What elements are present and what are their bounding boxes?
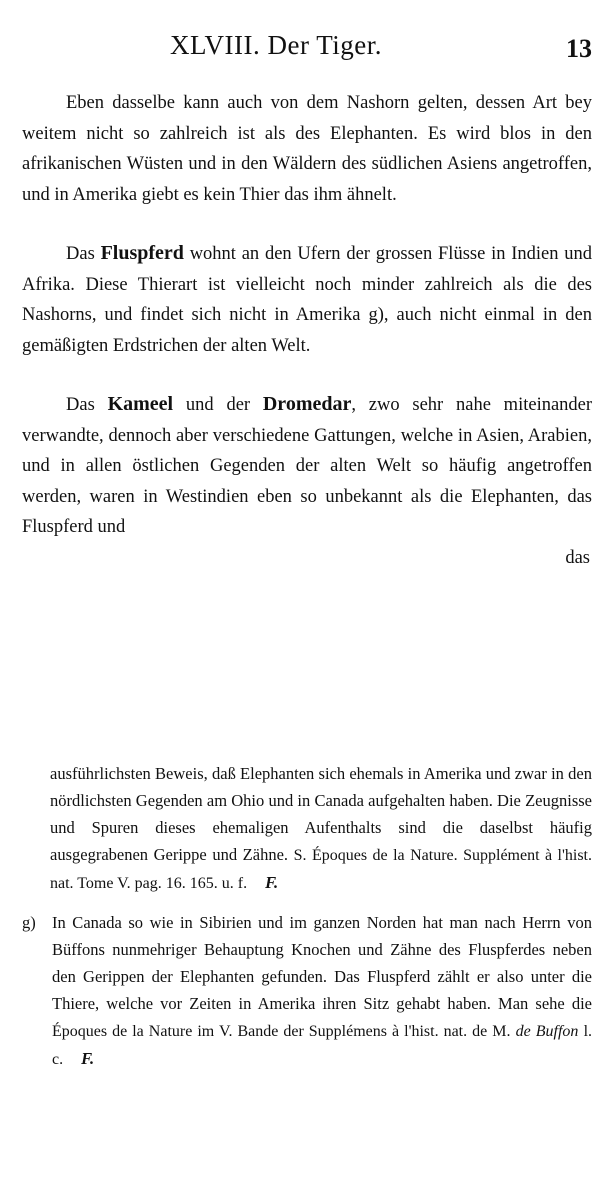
footnote-signature: F. <box>265 873 279 892</box>
footnote-body <box>52 909 592 1073</box>
footnote-text: In Canada so wie in Sibirien und im ganzen Norden hat man nach Herrn von Büffons nunmehriger Behauptung Knochen und Zähne des Fluspferdes neben den Gerippen der Elephanten gefunden. Das Fluspferd zählt er also unter die Thiere, welche vor Zeiten in Amerika ihren Sitz gehabt haben. Man sehe die <box>52 913 592 1013</box>
paragraph-nashorn <box>22 88 592 210</box>
footnote-continuation <box>50 760 592 897</box>
footnote-g <box>22 909 592 1073</box>
footnote-author: de Buffon <box>515 1023 579 1040</box>
paragraph-fluspferd <box>22 238 592 361</box>
page-header <box>0 30 612 70</box>
running-head: XLVIII. Der Tiger. <box>170 30 383 60</box>
page-number: 13 <box>566 34 592 63</box>
paragraph-text: , zwo sehr nahe miteinander verwandte, dennoch aber verschiedene Gattungen, welche in Asien, Arabien, und in allen östlichen Gegenden der alten Welt so häufig angetroffen werden, waren in Westindien eben so unbekannt als die Elephanten, das Fluspferd und <box>22 395 593 537</box>
paragraph-text: wohnt an den Ufern der grossen Flüsse in Indien und Afrika. Diese Thierart ist vielleicht noch minder zahlreich als die des Nashorns, und findet sich nicht in Amerika g), auch nicht einmal in den gemäßigten Erdstrichen der alten Welt. <box>22 244 593 356</box>
paragraph-text: Eben dasselbe kann auch von dem Nashorn gelten, dessen Art bey weitem nicht so zahlreich ist als des Elephanten. Es wird blos in den afrikanischen Wüsten und in den Wäldern des südlichen Asiens angetroffen, und in Amerika giebt es kein Thier das ihm ähnelt. <box>22 93 592 205</box>
footnotes <box>22 760 592 1073</box>
footnote-location: l. c. <box>52 1023 593 1068</box>
emphasized-term: Fluspferd <box>100 242 184 264</box>
footnote-reference: Époques de la Nature im V. Bande der Supplémens à l'hist. nat. de M. <box>52 1023 511 1040</box>
paragraph-kameel <box>22 389 592 543</box>
catchword: das <box>565 547 590 568</box>
paragraph-lead: Das <box>66 395 95 415</box>
emphasized-term: Kameel <box>107 393 174 415</box>
paragraph-text: und der <box>185 395 251 415</box>
footnote-reference: S. Époques de la Nature. Supplément à l'hist. nat. Tome V. pag. 16. 165. u. f. <box>50 847 593 892</box>
paragraph-lead: Das <box>66 244 95 264</box>
main-text <box>22 88 592 573</box>
footnote-marker: g) <box>22 913 36 932</box>
footnote-text: ausführlichsten Beweis, daß Elephanten sich ehemals in Amerika und zwar in den nördlichsten Gegenden am Ohio und in Canada aufgehalten haben. Die Zeugnisse und Spuren dieses ehemaligen Aufenthalts sind die daselbst häufig ausgegrabenen Gerippe und Zähne. <box>50 764 592 864</box>
emphasized-term: Dromedar <box>262 393 352 415</box>
footnote-signature: F. <box>81 1049 95 1068</box>
